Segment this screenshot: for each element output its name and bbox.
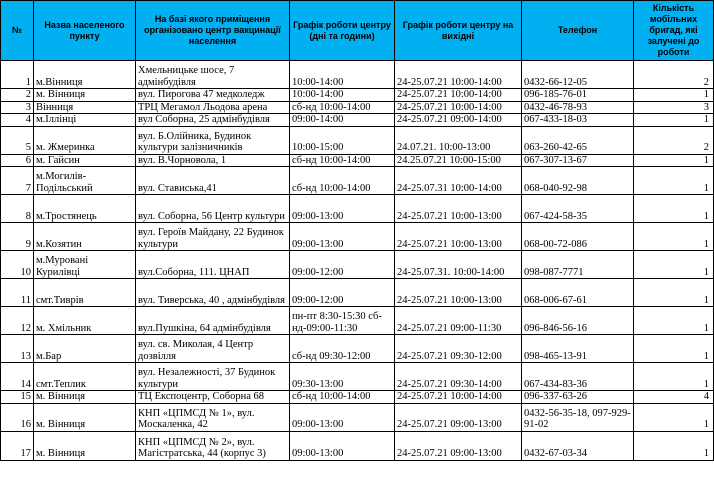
place-cell: КНП «ЦПМСД № 2», вул. Магістратська, 44 (корпус 3) — [136, 431, 290, 460]
column-header-city: Назва населеного пункту — [34, 1, 136, 61]
row-number: 15 — [1, 391, 34, 404]
weekend-cell: 24-25.07.21 10:00-14:00 — [395, 89, 522, 102]
row-number: 12 — [1, 307, 34, 335]
row-number: 1 — [1, 61, 34, 89]
weekend-cell: 24-25.07.21 09:00-14:00 — [395, 114, 522, 127]
table-row — [1, 89, 714, 102]
brigades-cell: 1 — [634, 431, 714, 460]
column-header-number: № — [1, 1, 34, 61]
place-cell: вул. Соборна, 56 Центр культури — [136, 195, 290, 223]
weekend-cell: 24-25.07.21 09:30-12:00 — [395, 335, 522, 363]
hours-cell: 09:00-13:00 — [290, 195, 395, 223]
city-cell: м.Муровані Курилівці — [34, 251, 136, 279]
table-row — [1, 431, 714, 460]
weekend-cell: 24.25.07.21 10:00-15:00 — [395, 154, 522, 167]
table-row — [1, 391, 714, 404]
place-cell: Хмельницьке шосе, 7 адмінбудівля — [136, 61, 290, 89]
hours-cell: 09:00-14:00 — [290, 114, 395, 127]
city-cell: м. Вінниця — [34, 89, 136, 102]
hours-cell: пн-пт 8:30-15:30 сб-нд-09:00-11:30 — [290, 307, 395, 335]
brigades-cell: 1 — [634, 307, 714, 335]
hours-cell: сб-нд 10:00-14:00 — [290, 167, 395, 195]
phone-cell: 067-307-13-67 — [522, 154, 634, 167]
hours-cell: 09:00-13:00 — [290, 403, 395, 431]
brigades-cell: 2 — [634, 126, 714, 154]
brigades-cell: 3 — [634, 101, 714, 114]
row-number: 6 — [1, 154, 34, 167]
row-number: 9 — [1, 223, 34, 251]
row-number: 4 — [1, 114, 34, 127]
row-number: 16 — [1, 403, 34, 431]
phone-cell: 068-006-67-61 — [522, 279, 634, 307]
brigades-cell: 2 — [634, 61, 714, 89]
place-cell: вул. Пирогова 47 медколедж — [136, 89, 290, 102]
weekend-cell: 24-25.07.21 10:00-13:00 — [395, 195, 522, 223]
column-header-phone: Телефон — [522, 1, 634, 61]
brigades-cell: 1 — [634, 195, 714, 223]
city-cell: смт.Тиврів — [34, 279, 136, 307]
city-cell: м. Вінниця — [34, 431, 136, 460]
row-number: 2 — [1, 89, 34, 102]
city-cell: Вінниця — [34, 101, 136, 114]
column-header-brigades: Кількість мобільних бригад, які залучені до роботи — [634, 1, 714, 61]
phone-cell: 0432-67-03-34 — [522, 431, 634, 460]
city-cell: м. Вінниця — [34, 391, 136, 404]
table-row — [1, 154, 714, 167]
brigades-cell: 1 — [634, 167, 714, 195]
place-cell: ТРЦ Мегамол Льодова арена — [136, 101, 290, 114]
city-cell: м.Іллінці — [34, 114, 136, 127]
place-cell: вул. Героїв Майдану, 22 Будинок культури — [136, 223, 290, 251]
row-number: 3 — [1, 101, 34, 114]
phone-cell: 098-465-13-91 — [522, 335, 634, 363]
city-cell: м. Вінниця — [34, 403, 136, 431]
row-number: 17 — [1, 431, 34, 460]
city-cell: м. Хмільник — [34, 307, 136, 335]
brigades-cell: 1 — [634, 335, 714, 363]
phone-cell: 0432-66-12-05 — [522, 61, 634, 89]
place-cell: ТЦ Експоцентр, Соборна 68 — [136, 391, 290, 404]
hours-cell: сб-нд 10:00-14:00 — [290, 101, 395, 114]
weekend-cell: 24.07.21. 10:00-13:00 — [395, 126, 522, 154]
place-cell: вул.Пушкіна, 64 адмінбудівля — [136, 307, 290, 335]
phone-cell: 096-846-56-16 — [522, 307, 634, 335]
hours-cell: 09:00-13:00 — [290, 431, 395, 460]
table-row — [1, 167, 714, 195]
table-row — [1, 61, 714, 89]
row-number: 7 — [1, 167, 34, 195]
hours-cell: сб-нд 10:00-14:00 — [290, 391, 395, 404]
city-cell: м. Гайсин — [34, 154, 136, 167]
brigades-cell: 1 — [634, 154, 714, 167]
row-number: 8 — [1, 195, 34, 223]
hours-cell: 09:00-12:00 — [290, 251, 395, 279]
column-header-place: На базі якого приміщення організовано центр вакцинації населення — [136, 1, 290, 61]
place-cell: вул. Стависька,41 — [136, 167, 290, 195]
table-row — [1, 403, 714, 431]
place-cell: вул Соборна, 25 адмінбудівля — [136, 114, 290, 127]
hours-cell: сб-нд 10:00-14:00 — [290, 154, 395, 167]
hours-cell: 09:00-12:00 — [290, 279, 395, 307]
phone-cell: 067-433-18-03 — [522, 114, 634, 127]
place-cell: вул. В.Чорновола, 1 — [136, 154, 290, 167]
brigades-cell: 1 — [634, 114, 714, 127]
weekend-cell: 24-25.07.21 09:00-11:30 — [395, 307, 522, 335]
table-row — [1, 114, 714, 127]
phone-cell: 068-040-92-98 — [522, 167, 634, 195]
hours-cell: 09:30-13:00 — [290, 363, 395, 391]
table-row — [1, 101, 714, 114]
brigades-cell: 4 — [634, 391, 714, 404]
column-header-weekend: Графік роботи центру на вихідні — [395, 1, 522, 61]
phone-cell: 063-260-42-65 — [522, 126, 634, 154]
phone-cell: 0432-46-78-93 — [522, 101, 634, 114]
brigades-cell: 1 — [634, 251, 714, 279]
column-header-hours: Графік роботи центру (дні та години) — [290, 1, 395, 61]
row-number: 10 — [1, 251, 34, 279]
table-row — [1, 363, 714, 391]
brigades-cell: 1 — [634, 279, 714, 307]
table-row — [1, 307, 714, 335]
table-row — [1, 279, 714, 307]
phone-cell: 0432-56-35-18, 097-929-91-02 — [522, 403, 634, 431]
place-cell: КНП «ЦПМСД № 1», вул. Москаленка, 42 — [136, 403, 290, 431]
brigades-cell: 1 — [634, 223, 714, 251]
phone-cell: 096-337-63-26 — [522, 391, 634, 404]
weekend-cell: 24-25.07.21 10:00-13:00 — [395, 223, 522, 251]
weekend-cell: 24-25.07.31. 10:00-14:00 — [395, 251, 522, 279]
weekend-cell: 24-25.07.21 10:00-14:00 — [395, 61, 522, 89]
weekend-cell: 24-25.07.21 10:00-13:00 — [395, 279, 522, 307]
place-cell: вул. св. Миколая, 4 Центр дозвілля — [136, 335, 290, 363]
city-cell: м.Козятин — [34, 223, 136, 251]
city-cell: смт.Теплик — [34, 363, 136, 391]
place-cell: вул. Тиверська, 40 , адмінбудівля — [136, 279, 290, 307]
table-row — [1, 251, 714, 279]
weekend-cell: 24-25.07.31 10:00-14:00 — [395, 167, 522, 195]
row-number: 13 — [1, 335, 34, 363]
hours-cell: 10:00-14:00 — [290, 89, 395, 102]
city-cell: м.Бар — [34, 335, 136, 363]
phone-cell: 068-00-72-086 — [522, 223, 634, 251]
place-cell: вул. Незалежності, 37 Будинок культури — [136, 363, 290, 391]
header-row — [1, 1, 714, 61]
phone-cell: 067-424-58-35 — [522, 195, 634, 223]
table-row — [1, 223, 714, 251]
table-row — [1, 195, 714, 223]
phone-cell: 096-185-76-01 — [522, 89, 634, 102]
weekend-cell: 24-25.07.21 09:00-13:00 — [395, 431, 522, 460]
row-number: 14 — [1, 363, 34, 391]
weekend-cell: 24-25.07.21 10:00-14:00 — [395, 101, 522, 114]
brigades-cell: 1 — [634, 363, 714, 391]
city-cell: м. Жмеринка — [34, 126, 136, 154]
brigades-cell: 1 — [634, 89, 714, 102]
city-cell: м.Тростянець — [34, 195, 136, 223]
table-row — [1, 126, 714, 154]
place-cell: вул. Б.Олійника, Будинок культури залізничників — [136, 126, 290, 154]
weekend-cell: 24-25.07.21 09:00-13:00 — [395, 403, 522, 431]
table-row — [1, 335, 714, 363]
hours-cell: 09:00-13:00 — [290, 223, 395, 251]
city-cell: м.Могилів-Подільський — [34, 167, 136, 195]
weekend-cell: 24-25.07.21 09:30-14:00 — [395, 363, 522, 391]
phone-cell: 098-087-7771 — [522, 251, 634, 279]
table-body — [1, 61, 714, 461]
phone-cell: 067-434-83-36 — [522, 363, 634, 391]
place-cell: вул.Соборна, 111. ЦНАП — [136, 251, 290, 279]
hours-cell: 10:00-15:00 — [290, 126, 395, 154]
brigades-cell: 1 — [634, 403, 714, 431]
city-cell: м.Вінниця — [34, 61, 136, 89]
weekend-cell: 24-25.07.21 10:00-14:00 — [395, 391, 522, 404]
row-number: 11 — [1, 279, 34, 307]
hours-cell: 10:00-14:00 — [290, 61, 395, 89]
hours-cell: сб-нд 09:30-12:00 — [290, 335, 395, 363]
row-number: 5 — [1, 126, 34, 154]
